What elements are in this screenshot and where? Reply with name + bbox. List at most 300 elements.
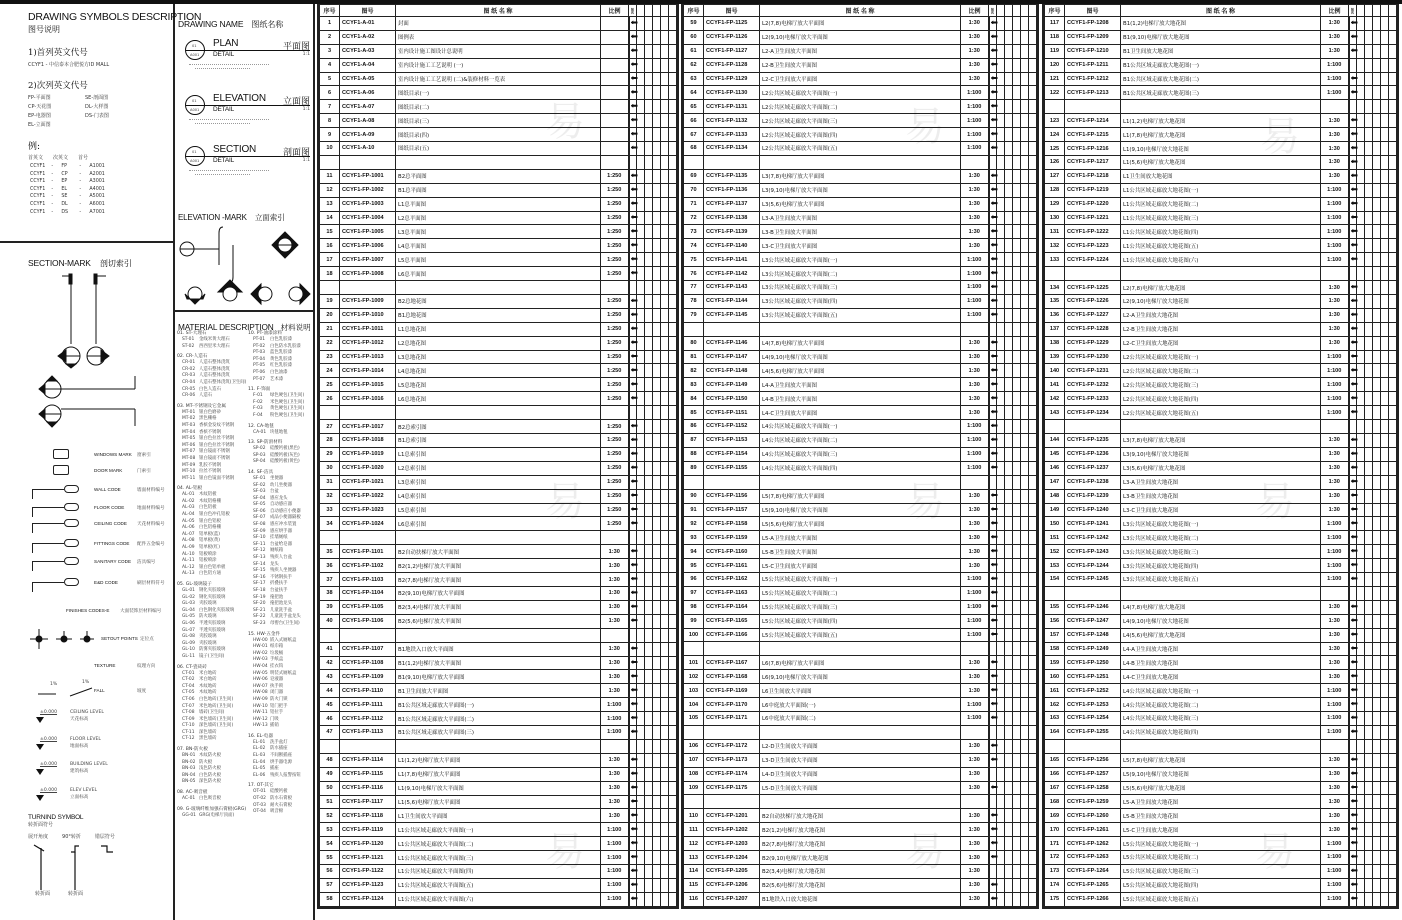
table-row[interactable] [684,892,1037,906]
drawing-code: CCYF1-FP-1212 [1065,72,1121,86]
drawing-scale: 1:30 [1321,767,1349,781]
table-row[interactable] [684,684,1037,698]
table-row[interactable] [684,559,1037,573]
revision-blank [1357,753,1365,767]
table-row[interactable] [320,30,677,44]
table-row[interactable] [684,670,1037,684]
row-number: 32 [320,489,340,503]
material-name: 块毯地毯 [270,429,288,435]
revision-blank [645,864,653,878]
table-row[interactable] [684,183,1037,197]
drawing-title: B2(1,2)电梯厅放大平面图 [396,559,601,573]
table-row[interactable] [684,628,1037,642]
table-row[interactable] [320,656,677,670]
table-row[interactable] [320,239,677,253]
table-row[interactable] [1045,44,1397,58]
table-row[interactable] [1045,864,1397,878]
revision-blank [1389,781,1397,795]
revision-blank [1389,350,1397,364]
table-row[interactable] [1045,642,1397,656]
material-name: 艺术漆 [270,376,284,382]
table-row[interactable] [1045,670,1397,684]
table-row[interactable] [1045,795,1397,809]
table-row[interactable] [684,545,1037,559]
table-row[interactable] [320,336,677,350]
drawing-scale: 1:30 [961,336,989,350]
table-row[interactable] [684,531,1037,545]
table-row[interactable] [320,559,677,573]
table-row[interactable] [1045,225,1397,239]
revision-cell [989,392,997,406]
drawing-code: CCYF1-FP-1239 [1065,489,1121,503]
table-row[interactable] [684,308,1037,322]
revision-cell [1349,559,1357,573]
table-row[interactable] [684,823,1037,837]
table-row[interactable] [1045,559,1397,573]
table-row[interactable] [684,72,1037,86]
material-item [248,766,314,773]
table-row[interactable] [1045,350,1397,364]
revision-blank [661,559,669,573]
table-row[interactable] [320,489,677,503]
table-row[interactable] [1045,169,1397,183]
table-row[interactable] [320,892,677,906]
table-row[interactable] [684,851,1037,865]
table-row[interactable] [684,350,1037,364]
table-row[interactable] [684,239,1037,253]
table-row[interactable] [684,114,1037,128]
table-row[interactable] [1045,600,1397,614]
row-number: 105 [684,711,704,725]
revision-blank [1365,823,1373,837]
revision-blank [1389,44,1397,58]
table-row[interactable] [320,851,677,865]
table-row[interactable] [1045,698,1397,712]
table-row[interactable] [1045,781,1397,795]
blank-cell [669,531,677,545]
table-row[interactable] [1045,878,1397,892]
table-row[interactable] [320,878,677,892]
table-row[interactable] [684,739,1037,753]
table-row[interactable] [320,392,677,406]
turning-label: 错层符号 [94,834,115,840]
row-number: 6 [320,86,340,100]
example-cell: CCYF1 [30,209,46,215]
revision-cell [629,781,637,795]
revision-arrow-icon [631,729,638,733]
table-row[interactable] [320,267,677,281]
table-row[interactable] [1045,850,1397,864]
table-row[interactable] [1045,531,1397,545]
drawing-code: CCYF1-FP-1119 [340,823,396,837]
revision-blank [1013,461,1021,475]
table-row[interactable] [1045,308,1397,322]
table-row[interactable] [320,670,677,684]
drawing-title: L6中庭放大平面图(一) [760,698,961,712]
revision-cell [1349,837,1357,851]
table-row[interactable] [320,795,677,809]
row-number: 90 [684,489,704,503]
table-row[interactable] [320,642,677,656]
table-row[interactable] [684,253,1037,267]
material-code: PT-05 [253,363,266,369]
revision-arrow-icon [991,660,998,664]
revision-blank [1381,642,1389,656]
table-row[interactable] [1045,572,1397,586]
table-row[interactable] [1045,322,1397,336]
table-row[interactable] [684,447,1037,461]
drawing-code: CCYF1-FP-1113 [340,725,396,739]
legend-label: CEILING CODE [94,521,127,526]
table-row[interactable] [684,86,1037,100]
revision-blank [1029,711,1037,725]
table-row[interactable] [1045,614,1397,628]
drawing-scale: 1:30 [1321,809,1349,823]
table-row[interactable] [320,169,677,183]
table-row[interactable] [1045,725,1397,739]
table-row[interactable] [684,711,1037,725]
table-row[interactable] [1045,517,1397,531]
table-row[interactable] [684,58,1037,72]
table-row[interactable] [684,781,1037,795]
row-number: 107 [684,753,704,767]
example-cell: - [51,201,54,207]
revision-cell [989,58,997,72]
table-row[interactable] [320,712,677,726]
revision-blank [997,892,1005,906]
table-row[interactable] [320,142,677,156]
revision-blank [1389,461,1397,475]
material-item [177,753,249,760]
table-row[interactable] [684,30,1037,44]
th-no: 序号 [320,5,340,17]
table-row[interactable] [1045,489,1397,503]
revision-blank [637,573,645,587]
revision-cell [629,30,637,44]
drawing-title: B1公共区域走廊放大地花图(一) [1121,58,1321,72]
table-row[interactable] [320,114,677,128]
table-row[interactable] [684,281,1037,295]
table-row[interactable] [684,809,1037,823]
revision-arrow-icon [631,20,638,24]
table-row[interactable] [320,58,677,72]
row-number: 85 [684,406,704,420]
revision-cell [629,753,637,767]
revision-blank [1357,114,1365,128]
drawing-code: CCYF1-A-07 [340,100,396,114]
revision-cell [629,44,637,58]
table-row[interactable] [320,128,677,142]
revision-arrow-icon [991,76,998,80]
table-row[interactable] [684,864,1037,878]
revision-blank [1005,308,1013,322]
table-row[interactable] [1045,809,1397,823]
blank-cell [629,406,637,420]
table-row[interactable] [684,517,1037,531]
drawing-scale: 1:100 [1321,239,1349,253]
table-row[interactable] [1045,281,1397,295]
revision-arrow-icon [631,507,638,511]
revision-blank [669,503,677,517]
row-number: 111 [684,823,704,837]
table-row[interactable] [1045,475,1397,489]
table-row[interactable] [320,517,677,531]
table-row[interactable] [684,433,1037,447]
revision-blank [1013,86,1021,100]
table-row[interactable] [1045,336,1397,350]
revision-cell [1349,406,1357,420]
table-row[interactable] [320,434,677,448]
table-row[interactable] [684,572,1037,586]
drawing-code: CCYF1-FP-1011 [340,322,396,336]
example-cell: CCYF1 [30,179,46,185]
table-row[interactable] [320,600,677,614]
first-code-text: CCYF1 - 中信泰本合肥悦方ID MALL [28,62,110,68]
revision-blank [1373,211,1381,225]
revision-blank [645,225,653,239]
revision-blank [997,100,1005,114]
revision-blank [1389,628,1397,642]
table-row[interactable] [320,614,677,628]
table-row[interactable] [320,253,677,267]
table-row[interactable] [1045,58,1397,72]
table-row[interactable] [320,725,677,739]
drawing-title: L5公共区域走廊放大平面图(四) [760,614,961,628]
table-row[interactable] [1045,892,1397,906]
table-row[interactable] [684,378,1037,392]
table-row[interactable] [1045,684,1397,698]
table-row[interactable] [684,197,1037,211]
table-row[interactable] [1045,503,1397,517]
material-name: GRG(电梯厅顶面) [199,812,235,818]
table-row[interactable] [684,17,1037,31]
blank-cell [997,642,1005,656]
table-row[interactable] [320,864,677,878]
table-row[interactable] [684,211,1037,225]
table-row[interactable] [1045,823,1397,837]
table-row[interactable] [320,781,677,795]
row-number: 49 [320,767,340,781]
material-name: 银白色拉丝不锈钢 [199,436,235,442]
table-row[interactable] [320,378,677,392]
revision-blank [669,142,677,156]
table-row[interactable] [320,225,677,239]
revision-blank [661,600,669,614]
table-row[interactable] [1045,628,1397,642]
material-name: 木纹铝格栅 [199,498,221,504]
table-row[interactable] [320,17,677,31]
material-item [177,766,249,773]
table-row[interactable] [1045,711,1397,725]
row-number: 41 [320,642,340,656]
table-row[interactable] [320,420,677,434]
revision-cell [1349,114,1357,128]
table-row[interactable] [684,128,1037,142]
table-row[interactable] [320,586,677,600]
table-row[interactable] [320,545,677,559]
revision-blank [645,837,653,851]
table-row[interactable] [320,767,677,781]
revision-blank [1357,684,1365,698]
table-row[interactable] [1045,295,1397,309]
table-row[interactable] [320,211,677,225]
table-row[interactable] [684,406,1037,420]
revision-blank [637,684,645,698]
revision-cell [629,600,637,614]
table-row[interactable] [320,823,677,837]
table-row[interactable] [684,489,1037,503]
material-item [248,773,314,780]
table-row[interactable] [1045,364,1397,378]
table-row[interactable] [1045,197,1397,211]
table-row[interactable] [320,350,677,364]
table-row[interactable] [320,364,677,378]
table-row[interactable] [1045,30,1397,44]
revision-cell [989,100,997,114]
table-row[interactable] [1045,142,1397,156]
drawing-code: CCYF1-A-08 [340,114,396,128]
table-row[interactable] [320,197,677,211]
table-row[interactable] [320,447,677,461]
material-name: 香槟不锈钢 [199,429,221,435]
table-row[interactable] [320,475,677,489]
table-row[interactable] [1045,114,1397,128]
revision-arrow-icon [631,173,638,177]
table-row[interactable] [684,503,1037,517]
table-row[interactable] [1045,461,1397,475]
table-row[interactable] [1045,211,1397,225]
table-row[interactable] [684,837,1037,851]
table-row[interactable] [320,503,677,517]
table-row[interactable] [1045,378,1397,392]
table-row[interactable] [320,809,677,823]
table-row[interactable] [684,878,1037,892]
table-row[interactable] [1045,434,1397,448]
table-row[interactable] [320,72,677,86]
drawing-title: L2总索引图 [396,461,601,475]
table-row[interactable] [320,183,677,197]
table-row[interactable] [1045,17,1397,31]
table-row[interactable] [1045,156,1397,170]
table-row[interactable] [684,767,1037,781]
table-row[interactable] [320,308,677,322]
table-row[interactable] [684,614,1037,628]
material-name: 自动感应小便器 [270,508,301,514]
row-number: 79 [684,308,704,322]
table-row[interactable] [1045,837,1397,851]
revision-blank [1021,378,1029,392]
drawing-code: CCYF1-FP-1023 [340,503,396,517]
code-tag-icon [64,503,79,511]
revision-blank [1005,739,1013,753]
table-row[interactable] [684,586,1037,600]
table-row[interactable] [320,573,677,587]
table-row[interactable] [1045,406,1397,420]
revision-blank [637,600,645,614]
material-name: 幼儿坐便器 [270,482,292,488]
revision-cell [1349,684,1357,698]
table-row[interactable] [1045,72,1397,86]
material-code: AL-04 [182,512,195,518]
table-row[interactable] [1045,128,1397,142]
material-name: 母婴台(卫生间) [270,620,300,626]
table-row[interactable] [684,225,1037,239]
drawing-title: L2-A卫生间放大平面图 [760,44,961,58]
level-row [0,762,175,782]
revision-blank [1373,197,1381,211]
table-row[interactable] [1045,545,1397,559]
table-row[interactable] [1045,253,1397,267]
table-row[interactable] [684,392,1037,406]
example-heading: 例: [28,142,41,152]
table-row[interactable] [684,142,1037,156]
table-row[interactable] [1045,86,1397,100]
table-row[interactable] [320,837,677,851]
drawing-title: L1公共区域走廊放大地花图(三) [1121,211,1321,225]
table-row[interactable] [1045,239,1397,253]
table-row[interactable] [684,364,1037,378]
blank-cell [1381,586,1389,600]
table-row[interactable] [320,295,677,309]
table-row[interactable] [684,698,1037,712]
table-row[interactable] [320,322,677,336]
revision-blank [1021,17,1029,31]
blank-cell [997,475,1005,489]
table-row[interactable] [1045,183,1397,197]
revision-blank [637,656,645,670]
table-row[interactable] [1045,767,1397,781]
table-row[interactable] [320,44,677,58]
table-row[interactable] [320,461,677,475]
row-number: 81 [684,350,704,364]
revision-blank [645,809,653,823]
revision-blank [1021,489,1029,503]
table-row[interactable] [320,753,677,767]
table-row[interactable] [320,100,677,114]
table-row[interactable] [684,267,1037,281]
table-row[interactable] [684,294,1037,308]
table-row[interactable] [684,169,1037,183]
table-row[interactable] [684,600,1037,614]
drawing-scale: 1:250 [601,253,629,267]
table-row[interactable] [1045,392,1397,406]
revision-blank [1373,670,1381,684]
revision-blank [1005,461,1013,475]
table-row[interactable] [684,753,1037,767]
revision-blank [637,211,645,225]
revision-blank [1013,684,1021,698]
table-row[interactable] [684,461,1037,475]
blank-cell [1389,586,1397,600]
table-row[interactable] [1045,753,1397,767]
table-row[interactable] [684,656,1037,670]
table-row[interactable] [320,698,677,712]
table-row[interactable] [684,420,1037,434]
table-row[interactable] [320,86,677,100]
table-row[interactable] [684,100,1037,114]
table-row[interactable] [1045,447,1397,461]
table-row[interactable] [684,336,1037,350]
revision-arrow-icon [1351,757,1358,761]
table-row[interactable] [684,44,1037,58]
table-row[interactable] [1045,656,1397,670]
drawing-code: CCYF1-FP-1264 [1065,864,1121,878]
revision-blank [1021,559,1029,573]
table-row[interactable] [320,684,677,698]
drawing-code: CCYF1-FP-1252 [1065,684,1121,698]
drawing-code: CCYF1-FP-1266 [1065,892,1121,906]
revision-cell [1349,364,1357,378]
